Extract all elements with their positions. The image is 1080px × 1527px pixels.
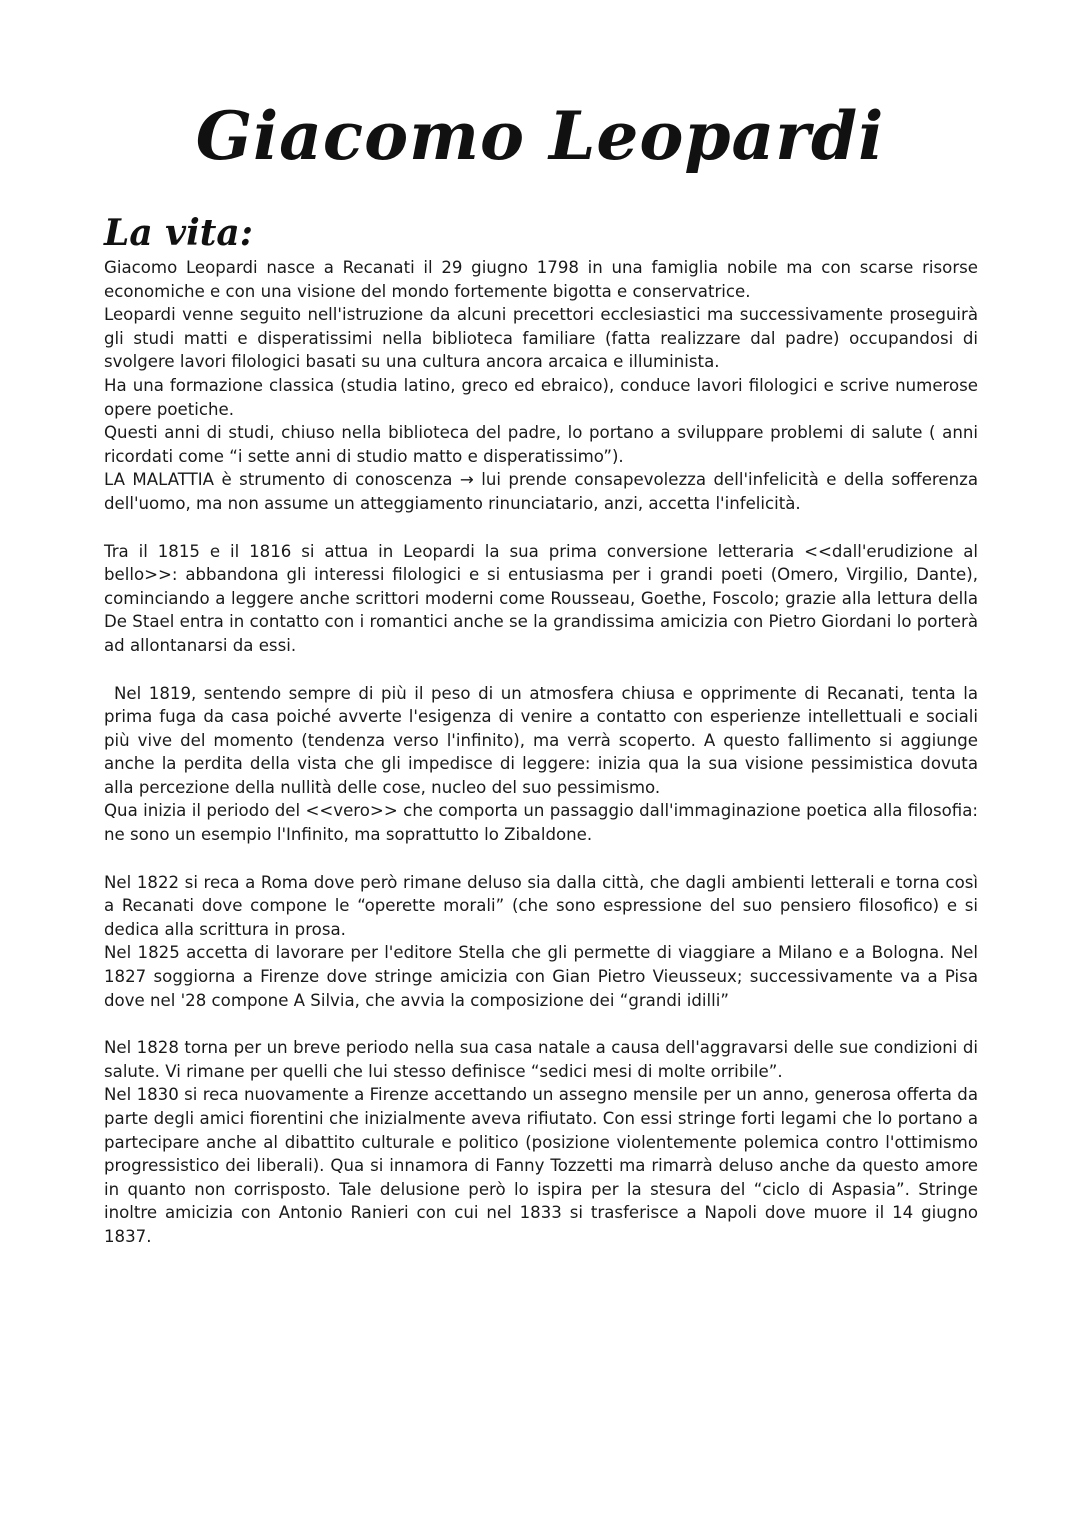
paragraph: Tra il 1815 e il 1816 si attua in Leopardi la sua prima conversione letteraria <<dall'erudizione al bello>>: abbandona gli interessi filologici e si entusiasma per i grandi poeti (Omero, Virgilio, Dante), cominciando a leggere anche scrittori moderni come Rousseau, Goethe, Foscolo; grazie alla lettura della De Stael entra in contatto con i romantici anche se la grandissima amicizia con Pietro Giordani lo porterà ad allontanarsi da essi.	[104, 541, 978, 655]
paragraph: Nel 1819, sentendo sempre di più il peso di un atmosfera chiusa e opprimente di Recanati, tenta la prima fuga da casa poiché avverte l'esigenza di venire a contatto con esperienze intellettuali e sociali più vive del momento (tendenza verso l'infinito), ma verrà scoperto. A questo fallimento si aggiunge anche la perdita della vista che gli impedisce di leggere: inizia qua la sua visione pessimistica dovuta alla percezione della nullità delle cose, nucleo del suo pessimismo.	[104, 683, 978, 797]
paragraph: Nel 1830 si reca nuovamente a Firenze accettando un assegno mensile per un anno, generosa offerta da parte degli amici fiorentini che inizialmente aveva rifiutato. Con essi stringe forti legami che lo portano a partecipare anche al dibattito culturale e politico (posizione violentemente polemica contro l'ottimismo progressistico dei liberali). Qua si innamora di Fanny Tozzetti ma rimarrà deluso anche da questo amore in quanto non corrisposto. Tale delusione però lo ispira per la stesura del “ciclo di Aspasia”. Stringe inoltre amicizia con Antonio Ranieri con cui nel 1833 si trasferisce a Napoli dove muore il 14 giugno 1837.	[104, 1085, 978, 1246]
section-heading: La vita:	[104, 212, 254, 254]
paragraph-gap	[104, 847, 978, 871]
paragraph: Qua inizia il periodo del <<vero>> che comporta un passaggio dall'immaginazione poetica alla filosofia: ne sono un esempio l'Infinito, ma soprattutto lo Zibaldone.	[104, 801, 978, 845]
paragraph: Nel 1828 torna per un breve periodo nella sua casa natale a causa dell'aggravarsi delle sue condizioni di salute. Vi rimane per quelli che lui stesso definisce “sedici mesi di molte orribile”.	[104, 1038, 978, 1081]
paragraph-gap	[104, 516, 978, 540]
paragraph: Nel 1825 accetta di lavorare per l'editore Stella che gli permette di viaggiare a Milano e a Bologna. Nel 1827 soggiorna a Firenze dove stringe amicizia con Gian Pietro Vieusseux; successivamente va a Pisa dove nel '28 compone A Silvia, che avvia la composizione dei “grandi idilli”	[104, 943, 978, 1010]
paragraph: Nel 1822 si reca a Roma dove però rimane deluso sia dalla città, che dagli ambienti letterali e torna così a Recanati dove compone le “operette morali” (che sono espressione del suo pensiero filosofico) e si dedica alla scrittura in prosa.	[104, 872, 978, 939]
paragraph: Giacomo Leopardi nasce a Recanati il 29 giugno 1798 in una famiglia nobile ma con scarse risorse economiche e con una visione del mondo fortemente bigotta e conservatrice.	[104, 258, 978, 301]
paragraph: Leopardi venne seguito nell'istruzione da alcuni precettori ecclesiastici ma successivamente proseguirà gli studi matti e disperatissimi nella biblioteca familiare (fatta realizzare dal padre) occupandosi di svolgere lavori filologici basati su una cultura ancora arcaica e illuminista.	[104, 305, 978, 372]
paragraph: LA MALATTIA è strumento di conoscenza → lui prende consapevolezza dell'infelicità e della sofferenza dell'uomo, ma non assume un atteggiamento rinunciatario, anzi, accetta l'infelicità.	[104, 470, 978, 513]
paragraph: Ha una formazione classica (studia latino, greco ed ebraico), conduce lavori filologici e scrive numerose opere poetiche.	[104, 375, 978, 419]
page-title: Giacomo Leopardi	[195, 97, 885, 175]
paragraph: Questi anni di studi, chiuso nella biblioteca del padre, lo portano a sviluppare problemi di salute ( anni ricordati come “i sette anni di studio matto e disperatissimo”).	[104, 423, 978, 466]
document-body	[104, 256, 978, 1249]
paragraph-gap	[104, 1012, 978, 1036]
paragraph-gap	[104, 658, 978, 682]
